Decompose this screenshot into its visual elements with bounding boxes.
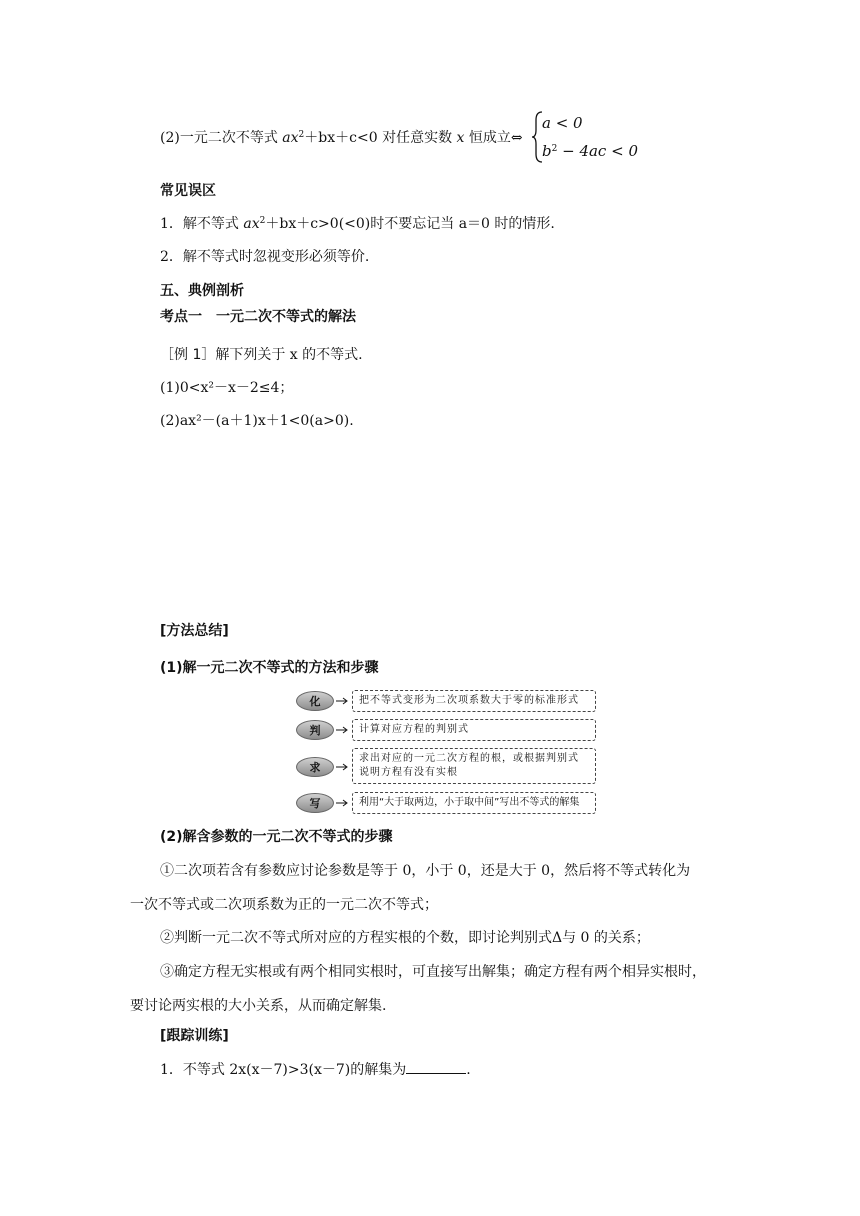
sec2-prefix: (2)一元二次不等式 [160, 130, 278, 146]
answer-blank[interactable] [406, 1061, 466, 1074]
sec2-tail: 恒成立⇔ [468, 130, 523, 146]
flow-box-2: 计算对应方程的判别式 [352, 719, 596, 741]
pitfall-1-var: ax [243, 216, 260, 232]
sec2-expr: ax [282, 130, 299, 146]
condition-2: $b^2 - 4ac < 0$ [542, 142, 638, 160]
example-1-q1: (1)0<x²－x－2≤4； [160, 380, 294, 396]
method-2-para-3a: ③确定方程无实根或有两个相同实根时，可直接写出解集；确定方程有两个相异实根时， [160, 964, 706, 980]
sec2-expr-rest: ＋bx＋c<0 对任意实数 [304, 130, 453, 146]
sec2-var: x [456, 130, 465, 146]
flow-box-4: 利用“大于取两边，小于取中间”写出不等式的解集 [352, 792, 596, 814]
flow-box-3: 求出对应的一元二次方程的根，或根据判别式说明方程有没有实根 [352, 748, 596, 784]
method-summary-title: [方法总结] [160, 623, 229, 639]
tracking-question-1-end: . [466, 1062, 471, 1078]
method-2-para-2: ②判断一元二次不等式所对应的方程实根的个数，即讨论判别式Δ与 0 的关系； [160, 930, 650, 946]
tracking-title: [跟踪训练] [160, 1028, 229, 1044]
method-2-para-1b: 一次不等式或二次项系数为正的一元二次不等式； [130, 897, 438, 913]
pitfall-1: 1．解不等式 $ax^2+bx+c>0(<0)$时不要忘记当 a＝0 时的情形. [160, 216, 555, 232]
flow-key-1: 化 [296, 691, 334, 711]
arrow-right-icon [336, 726, 350, 734]
method-2-para-3b: 要讨论两实根的大小关系，从而确定解集. [130, 998, 387, 1014]
example-1-text: 解下列关于 x 的不等式. [215, 347, 363, 363]
section-5-title: 五、典例剖析 [160, 283, 244, 299]
flow-key-2: 判 [296, 720, 334, 740]
pitfalls-title: 常见误区 [160, 183, 216, 199]
arrow-right-icon [336, 697, 350, 705]
cond2-rest: − 4ac < 0 [557, 142, 638, 160]
method-2-para-1a: ①二次项若含有参数应讨论参数是等于 0，小于 0，还是大于 0，然后将不等式转化为 [160, 863, 691, 879]
method-1-title: (1)解一元二次不等式的方法和步骤 [160, 660, 379, 676]
flow-key-3: 求 [296, 757, 334, 777]
flow-box-1: 把不等式变形为二次项系数大于零的标准形式 [352, 690, 596, 712]
tracking-question-1 [160, 1061, 471, 1079]
example-1-label: ［例 1］ [160, 347, 216, 363]
cond2-b: b [542, 142, 552, 160]
example-1-q2: (2)ax²－(a＋1)x＋1<0(a>0). [160, 413, 354, 429]
tracking-question-1-text: 1．不等式 2x(x－7)>3(x－7)的解集为 [160, 1062, 407, 1078]
key-point-1-title: 考点一 一元二次不等式的解法 [160, 309, 356, 325]
pitfall-1-b: ＋bx＋c>0(<0)时不要忘记当 a＝0 时的情形. [265, 216, 555, 232]
method-2-title: (2)解含参数的一元二次不等式的步骤 [160, 829, 393, 845]
condition-1: a < 0 [542, 114, 583, 132]
arrow-right-icon [336, 763, 350, 771]
example-1-header [160, 346, 363, 364]
arrow-right-icon [336, 799, 350, 807]
flow-key-4: 写 [296, 793, 334, 813]
pitfall-2: 2．解不等式时忽视变形必须等价. [160, 249, 370, 265]
section-2-statement: (2)一元二次不等式 $ax^2+bx+c<0$ 对任意实数 x 恒成立⇔ [160, 130, 523, 146]
pitfall-1-a: 1．解不等式 [160, 216, 239, 232]
